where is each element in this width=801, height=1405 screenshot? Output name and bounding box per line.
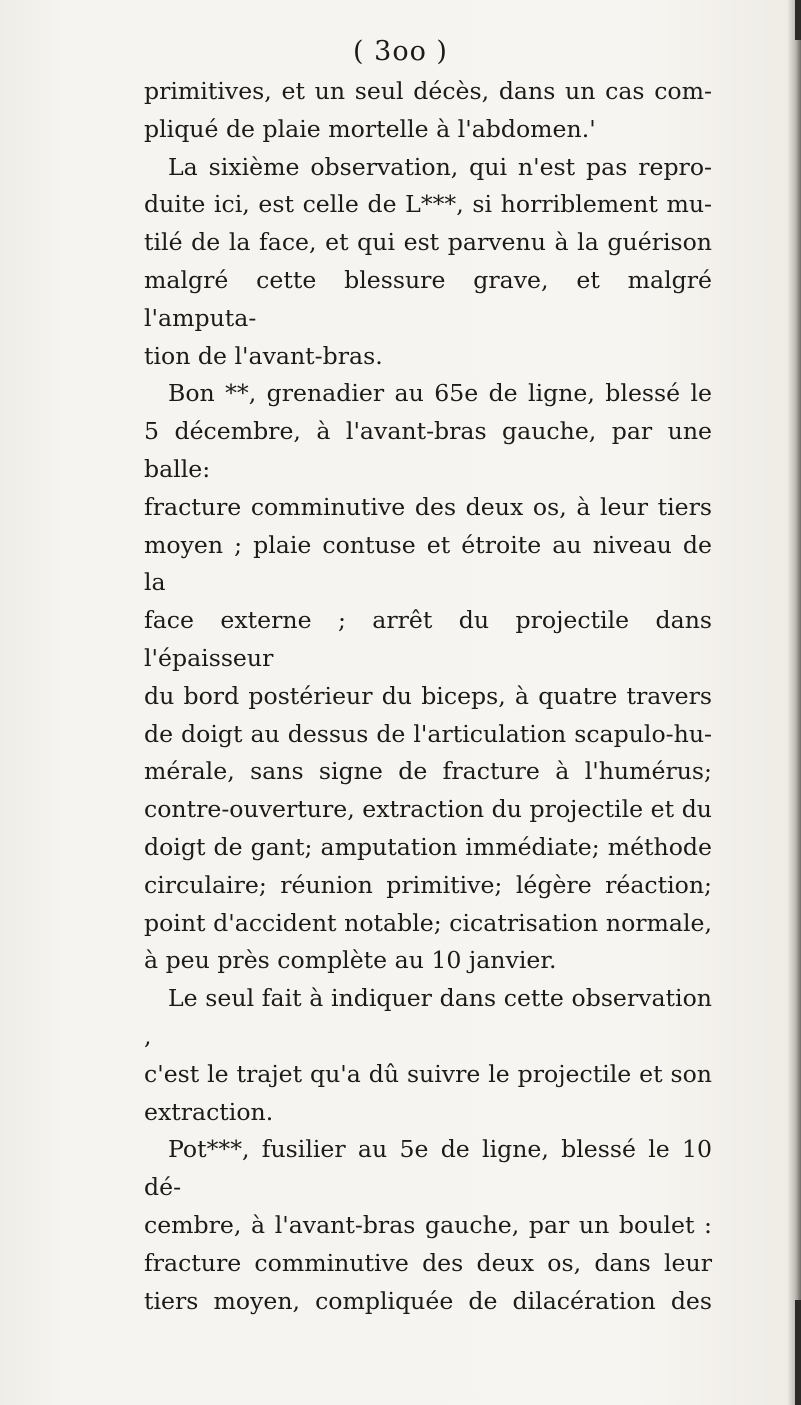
- page-number: ( 3oo ): [353, 36, 448, 67]
- text-line: tiers moyen, compliquée de dilacération des: [144, 1286, 712, 1315]
- text-line: de doigt au dessus de l'articulation scapulo-hu-: [144, 719, 712, 748]
- text-line: cembre, à l'avant-bras gauche, par un boulet :: [144, 1210, 712, 1239]
- text-line: primitives, et un seul décès, dans un cas com-: [144, 77, 712, 105]
- text-line: extraction.: [144, 1097, 274, 1126]
- text-line: Le seul fait à indiquer dans cette observation ,: [144, 984, 712, 1050]
- text-line: c'est le trajet qu'a dû suivre le projectile et son: [144, 1059, 712, 1088]
- text-line: fracture comminutive des deux os, à leur tiers: [144, 492, 712, 521]
- text-line: doigt de gant; amputation immédiate; méthode: [144, 832, 712, 861]
- paragraph-5: [144, 1131, 712, 1320]
- text-line: contre-ouverture, extraction du projectile et du: [144, 795, 712, 824]
- text-line: Bon **, grenadier au 65e de ligne, blessé le: [168, 379, 712, 408]
- text-line: duite ici, est celle de L***, si horriblement mu-: [144, 190, 712, 219]
- text-line: face externe ; arrêt du projectile dans l'épaisseur: [144, 606, 712, 672]
- text-line: tion de l'avant-bras.: [144, 341, 383, 370]
- edge-mark-bottom: [795, 1300, 801, 1405]
- body-text: [144, 73, 712, 1320]
- text-line: fracture comminutive des deux os, dans leur: [144, 1248, 712, 1277]
- paragraph-3: [144, 375, 712, 980]
- text-line: circulaire; réunion primitive; légère réaction;: [144, 870, 712, 899]
- paragraph-2: [144, 149, 712, 376]
- text-line: malgré cette blessure grave, et malgré l'amputa-: [144, 265, 712, 332]
- paragraph-4: [144, 980, 712, 1131]
- text-line: pliqué de plaie mortelle à l'abdomen.': [144, 114, 596, 143]
- text-line: à peu près complète au 10 janvier.: [144, 946, 557, 975]
- page-edge-shadow: [787, 0, 801, 1405]
- text-line: point d'accident notable; cicatrisation normale,: [144, 908, 712, 937]
- text-line: du bord postérieur du biceps, à quatre travers: [144, 681, 712, 710]
- text-line: Pot***, fusilier au 5e de ligne, blessé le 10 dé-: [144, 1135, 712, 1202]
- text-line: moyen ; plaie contuse et étroite au niveau de la: [144, 530, 712, 597]
- text-line: mérale, sans signe de fracture à l'humérus;: [144, 757, 712, 786]
- text-line: La sixième observation, qui n'est pas repro-: [168, 152, 712, 181]
- edge-mark-top: [795, 0, 801, 40]
- paragraph-1: [144, 73, 712, 149]
- text-line: 5 décembre, à l'avant-bras gauche, par une balle:: [144, 417, 712, 483]
- text-line: tilé de la face, et qui est parvenu à la guérison: [144, 228, 712, 257]
